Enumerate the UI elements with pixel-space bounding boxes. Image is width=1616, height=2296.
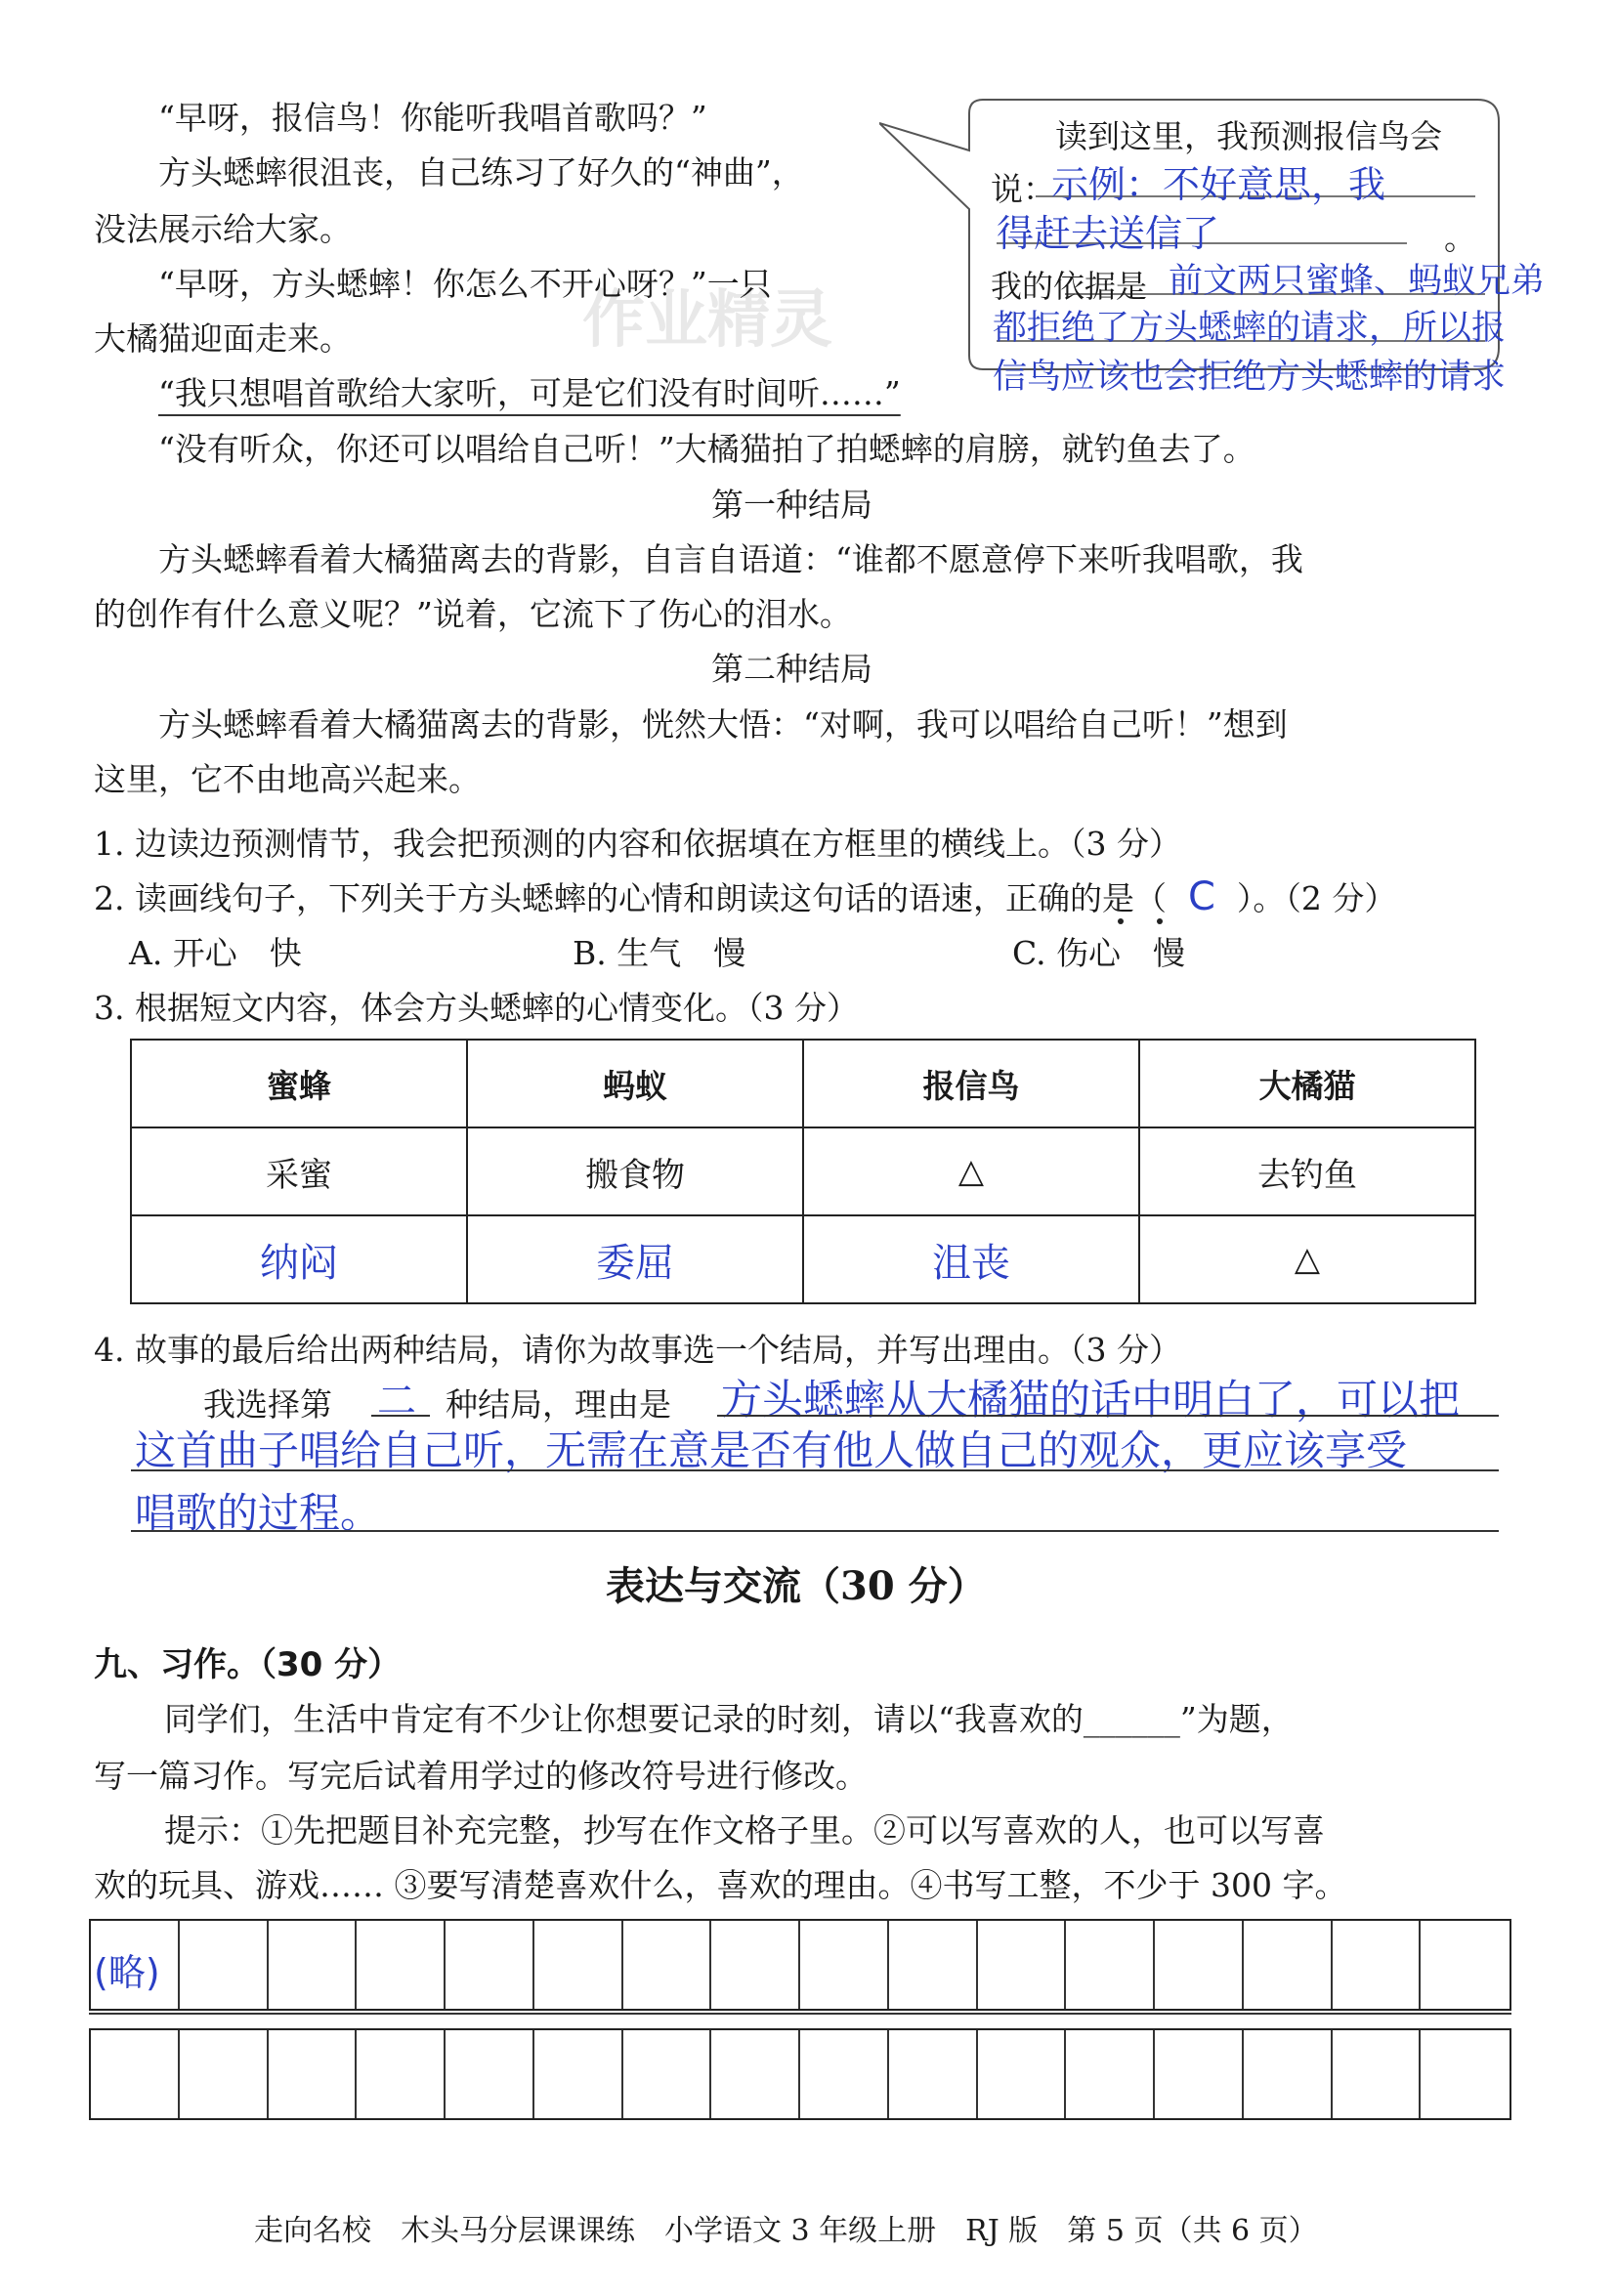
table-row [131,1215,1475,1303]
table-header: 大橘猫 [1139,1040,1475,1127]
option-c: C. 伤心 慢 [1012,934,1186,972]
task-hint: 欢的玩具、游戏…… ③要写清楚喜欢什么，喜欢的理由。④书写工整，不少于 300 字。 [94,1866,1347,1904]
grid-cell [180,1921,269,2009]
grid-cell [623,1921,712,2009]
composition-answer: (略) [94,1951,160,1994]
table-cell: 搬食物 [467,1127,803,1215]
watermark: 作业精灵 [582,284,832,357]
question-2 [94,873,1396,919]
grid-cell [978,2030,1067,2118]
page-footer: 走向名校 木头马分层课课练 小学语文 3 年级上册 RJ 版 第 5 页（共 6 页） [254,2214,1318,2248]
grid-cell [357,2030,446,2118]
answer-line [131,1469,1499,1471]
table-row [131,1127,1475,1215]
story-paragraph: “早呀，方头蟋蟀！你怎么不开心呀？”一只 [158,265,772,303]
grid-cell [1066,1921,1155,2009]
grid-cell [800,2030,889,2118]
emphasis-dot [1118,918,1124,924]
bubble-say-answer: 示例：不好意思，我 [1051,163,1386,206]
task-hint: 提示：①先把题目补充完整，抄写在作文格子里。②可以写喜欢的人，也可以写喜 [164,1811,1325,1850]
table-cell: △ [1139,1215,1475,1303]
question-4-choice-mid: 种结局，理由是 [446,1385,671,1424]
grid-cell [1244,1921,1333,2009]
table-answer-cell: 纳闷 [131,1215,467,1303]
table-header: 报信鸟 [803,1040,1139,1127]
bubble-basis-answer: 前文两只蜜蜂、蚂蚁兄弟 [1169,262,1546,301]
grid-cell [1155,2030,1244,2118]
bubble-intro: 读到这里，我预测报信鸟会 [1055,117,1442,155]
table-answer-cell: 委屈 [467,1215,803,1303]
grid-cell [1421,1921,1510,2009]
grid-cell [1155,1921,1244,2009]
story-paragraph: 的创作有什么意义呢？”说着，它流下了伤心的泪水。 [94,595,852,633]
story-paragraph: 方头蟋蟀看着大橘猫离去的背影，自言自语道：“谁都不愿意停下来听我唱歌，我 [158,540,1303,578]
composition-grid-row [89,2028,1511,2120]
question-4-reason: 这首曲子唱给自己听，无需在意是否有他人做自己的观众，更应该享受 [135,1426,1408,1474]
question-4-reason: 唱歌的过程。 [135,1489,382,1537]
mood-table [130,1039,1476,1304]
question-2-suffix: ）。（2 分） [1236,879,1397,917]
table-cell: △ [803,1127,1139,1215]
bubble-say-label: 说： [991,170,1055,208]
grid-cell [711,1921,800,2009]
grid-cell [269,1921,358,2009]
grid-cell [91,2030,180,2118]
grid-cell [269,2030,358,2118]
grid-cell [1244,2030,1333,2118]
question-1: 1. 边读边预测情节，我会把预测的内容和依据填在方框里的横线上。（3 分） [94,825,1181,863]
grid-cell [1333,2030,1422,2118]
table-cell: 采蜜 [131,1127,467,1215]
table-header-row [131,1040,1475,1127]
task-prompt: 同学们，生活中肯定有不少让你想要记录的时刻，请以“我喜欢的______”为题， [164,1700,1294,1738]
answer-line [717,1415,1499,1417]
bubble-period: 。 [1444,219,1476,257]
grid-cell [446,2030,534,2118]
grid-cell [534,2030,623,2118]
question-2-prefix: 2. 读画线句子，下列关于方头蟋蟀的心情和朗读这句话的语速，正确的是（ [94,879,1167,917]
story-paragraph: “没有听众，你还可以唱给自己听！”大橘猫拍了拍蟋蟀的肩膀，就钓鱼去了。 [158,430,1255,468]
table-header: 蚂蚁 [467,1040,803,1127]
grid-cell [889,1921,978,2009]
option-b: B. 生气 慢 [573,934,746,972]
story-paragraph: 这里，它不由地高兴起来。 [94,760,481,798]
grid-cell [1333,1921,1422,2009]
question-3: 3. 根据短文内容，体会方头蟋蟀的心情变化。（3 分） [94,989,859,1027]
answer-line [371,1415,430,1417]
option-a: A. 开心 快 [129,934,302,972]
bubble-basis-answer: 信鸟应该也会拒绝方头蟋蟀的请求 [993,358,1507,397]
task-title: 九、习作。（30 分） [94,1645,402,1684]
grid-cell [534,1921,623,2009]
table-answer-cell: 沮丧 [803,1215,1139,1303]
story-paragraph: 没法展示给大家。 [94,210,352,248]
story-paragraph: 方头蟋蟀看着大橘猫离去的背影，恍然大悟：“对啊，我可以唱给自己听！”想到 [158,705,1288,744]
grid-cell [978,1921,1067,2009]
grid-cell [357,1921,446,2009]
bubble-say-answer: 得赶去送信了 [997,212,1220,255]
question-4: 4. 故事的最后给出两种结局，请你为故事选一个结局，并写出理由。（3 分） [94,1331,1181,1369]
ending-title: 第一种结局 [711,486,872,524]
ending-title: 第二种结局 [711,650,872,688]
underlined-sentence: “我只想唱首歌给大家听，可是它们没有时间听……” [158,374,901,412]
story-paragraph: “早呀，报信鸟！你能听我唱首歌吗？” [158,99,707,137]
story-paragraph: 方头蟋蟀很沮丧，自己练习了好久的“神曲”， [158,153,804,191]
grid-cell [1421,2030,1510,2118]
question-4-reason: 方头蟋蟀从大橘猫的话中明白了，可以把 [721,1376,1461,1424]
grid-cell [446,1921,534,2009]
grid-cell [1066,2030,1155,2118]
section-title: 表达与交流（30 分） [606,1563,987,1609]
table-cell: 去钓鱼 [1139,1127,1475,1215]
grid-cell [180,2030,269,2118]
grid-cell [800,1921,889,2009]
question-2-answer: C [1187,874,1215,919]
story-paragraph: 大橘猫迎面走来。 [94,319,352,358]
bubble-basis-label: 我的依据是 [991,268,1148,305]
table-header: 蜜蜂 [131,1040,467,1127]
task-prompt: 写一篇习作。写完后试着用学过的修改符号进行修改。 [94,1757,868,1795]
grid-cell [889,2030,978,2118]
answer-line [131,1530,1499,1532]
grid-cell [711,2030,800,2118]
emphasis-dot [1157,918,1163,924]
grid-cell [623,2030,712,2118]
question-4-choice-answer: 二 [377,1379,416,1424]
grid-separator [89,2013,1511,2015]
question-4-choice-prefix: 我选择第 [203,1385,332,1424]
composition-grid-row [89,1919,1511,2011]
bubble-basis-answer: 都拒绝了方头蟋蟀的请求，所以报 [993,309,1507,348]
